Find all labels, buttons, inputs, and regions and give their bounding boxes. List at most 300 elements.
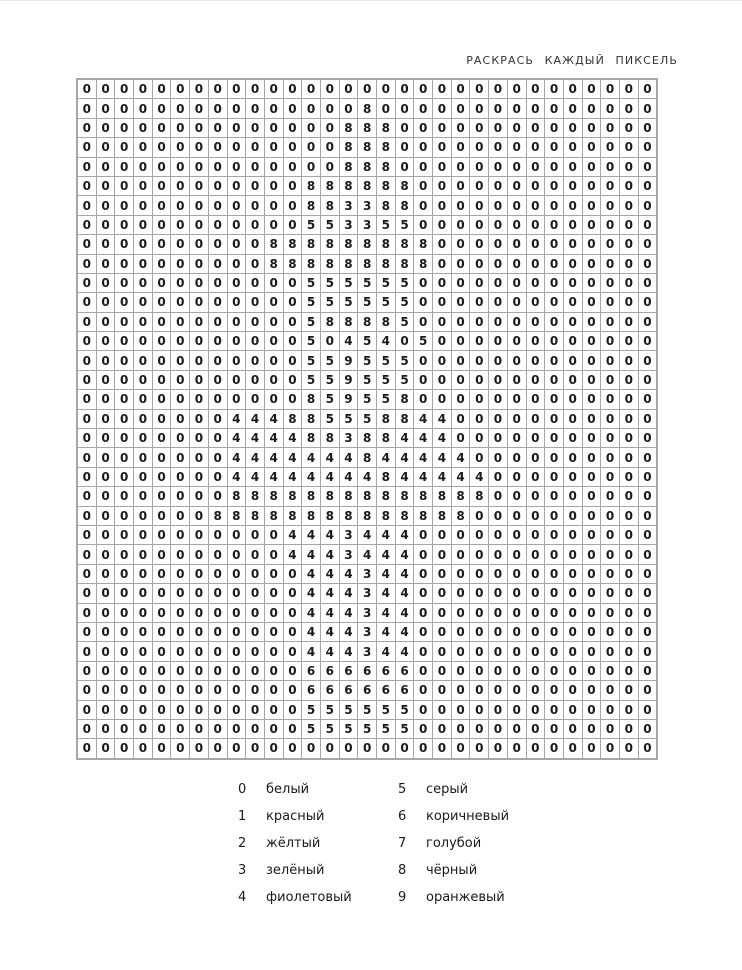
grid-cell[interactable]: 4 [320,564,339,583]
grid-cell[interactable]: 0 [638,564,657,583]
grid-cell[interactable]: 0 [246,603,265,622]
grid-cell[interactable]: 4 [283,545,302,564]
grid-cell[interactable]: 0 [395,118,414,137]
grid-cell[interactable]: 8 [227,487,246,506]
grid-cell[interactable]: 0 [134,293,153,312]
grid-cell[interactable]: 4 [246,467,265,486]
grid-cell[interactable]: 0 [283,370,302,389]
grid-cell[interactable]: 0 [563,739,582,758]
grid-cell[interactable]: 0 [264,584,283,603]
grid-cell[interactable]: 0 [190,467,209,486]
grid-cell[interactable]: 0 [470,196,489,215]
grid-cell[interactable]: 0 [96,332,115,351]
grid-cell[interactable]: 4 [358,467,377,486]
grid-cell[interactable]: 0 [414,681,433,700]
grid-cell[interactable]: 0 [470,370,489,389]
grid-cell[interactable]: 0 [507,138,526,157]
grid-cell[interactable]: 0 [96,254,115,273]
grid-cell[interactable]: 0 [451,332,470,351]
grid-cell[interactable]: 0 [601,719,620,738]
grid-cell[interactable]: 3 [339,196,358,215]
grid-cell[interactable]: 0 [619,293,638,312]
grid-cell[interactable]: 0 [152,467,171,486]
grid-cell[interactable]: 0 [489,235,508,254]
grid-cell[interactable]: 0 [470,390,489,409]
grid-cell[interactable]: 3 [339,525,358,544]
grid-cell[interactable]: 0 [395,80,414,99]
grid-cell[interactable]: 0 [171,642,190,661]
grid-cell[interactable]: 0 [152,622,171,641]
grid-cell[interactable]: 0 [320,138,339,157]
grid-cell[interactable]: 0 [96,293,115,312]
grid-cell[interactable]: 8 [395,254,414,273]
grid-cell[interactable]: 0 [414,196,433,215]
grid-cell[interactable]: 0 [246,332,265,351]
grid-cell[interactable]: 5 [320,293,339,312]
grid-cell[interactable]: 0 [134,254,153,273]
grid-cell[interactable]: 0 [619,390,638,409]
grid-cell[interactable]: 0 [96,99,115,118]
grid-cell[interactable]: 0 [171,661,190,680]
grid-cell[interactable]: 8 [414,506,433,525]
grid-cell[interactable]: 0 [545,564,564,583]
grid-cell[interactable]: 0 [78,254,97,273]
grid-cell[interactable]: 0 [582,235,601,254]
grid-cell[interactable]: 0 [320,99,339,118]
grid-cell[interactable]: 0 [283,157,302,176]
grid-cell[interactable]: 0 [414,564,433,583]
grid-cell[interactable]: 0 [638,681,657,700]
grid-cell[interactable]: 8 [246,506,265,525]
grid-cell[interactable]: 0 [638,157,657,176]
grid-cell[interactable]: 5 [320,409,339,428]
grid-cell[interactable]: 0 [470,429,489,448]
grid-cell[interactable]: 0 [152,215,171,234]
grid-cell[interactable]: 4 [377,448,396,467]
grid-cell[interactable]: 0 [619,545,638,564]
grid-cell[interactable]: 0 [115,157,134,176]
grid-cell[interactable]: 0 [601,564,620,583]
grid-cell[interactable]: 0 [433,661,452,680]
grid-cell[interactable]: 0 [96,525,115,544]
grid-cell[interactable]: 8 [302,235,321,254]
grid-cell[interactable]: 4 [395,448,414,467]
grid-cell[interactable]: 0 [619,739,638,758]
grid-cell[interactable]: 0 [582,603,601,622]
grid-cell[interactable]: 0 [526,719,545,738]
grid-cell[interactable]: 0 [227,235,246,254]
grid-cell[interactable]: 0 [171,254,190,273]
grid-cell[interactable]: 0 [208,700,227,719]
grid-cell[interactable]: 4 [395,429,414,448]
grid-cell[interactable]: 0 [545,312,564,331]
grid-cell[interactable]: 8 [320,429,339,448]
grid-cell[interactable]: 5 [302,332,321,351]
grid-cell[interactable]: 0 [152,370,171,389]
grid-cell[interactable]: 0 [601,138,620,157]
grid-cell[interactable]: 4 [302,603,321,622]
grid-cell[interactable]: 0 [526,622,545,641]
grid-cell[interactable]: 0 [526,525,545,544]
grid-cell[interactable]: 0 [246,351,265,370]
grid-cell[interactable]: 0 [190,525,209,544]
grid-cell[interactable]: 0 [563,138,582,157]
grid-cell[interactable]: 0 [264,564,283,583]
grid-cell[interactable]: 0 [489,273,508,292]
grid-cell[interactable]: 0 [451,215,470,234]
grid-cell[interactable]: 0 [115,545,134,564]
grid-cell[interactable]: 0 [78,525,97,544]
grid-cell[interactable]: 0 [507,700,526,719]
grid-cell[interactable]: 0 [601,584,620,603]
grid-cell[interactable]: 0 [507,429,526,448]
grid-cell[interactable]: 0 [489,370,508,389]
grid-cell[interactable]: 0 [302,118,321,137]
grid-cell[interactable]: 0 [526,661,545,680]
grid-cell[interactable]: 0 [601,467,620,486]
grid-cell[interactable]: 0 [563,118,582,137]
grid-cell[interactable]: 5 [377,719,396,738]
grid-cell[interactable]: 0 [190,545,209,564]
grid-cell[interactable]: 0 [563,719,582,738]
grid-cell[interactable]: 0 [601,196,620,215]
grid-cell[interactable]: 0 [152,351,171,370]
grid-cell[interactable]: 0 [638,487,657,506]
grid-cell[interactable]: 0 [563,157,582,176]
grid-cell[interactable]: 0 [470,99,489,118]
grid-cell[interactable]: 0 [545,603,564,622]
grid-cell[interactable]: 4 [302,525,321,544]
grid-cell[interactable]: 4 [264,467,283,486]
grid-cell[interactable]: 8 [283,409,302,428]
grid-cell[interactable]: 0 [619,312,638,331]
grid-cell[interactable]: 0 [134,429,153,448]
grid-cell[interactable]: 0 [619,99,638,118]
grid-cell[interactable]: 0 [283,622,302,641]
grid-cell[interactable]: 0 [433,642,452,661]
grid-cell[interactable]: 0 [246,661,265,680]
grid-cell[interactable]: 0 [78,603,97,622]
grid-cell[interactable]: 4 [451,467,470,486]
grid-cell[interactable]: 0 [115,293,134,312]
grid-cell[interactable]: 0 [134,235,153,254]
grid-cell[interactable]: 0 [526,351,545,370]
grid-cell[interactable]: 8 [339,176,358,195]
grid-cell[interactable]: 0 [96,390,115,409]
grid-cell[interactable]: 0 [601,390,620,409]
grid-cell[interactable]: 4 [414,409,433,428]
grid-cell[interactable]: 8 [377,467,396,486]
grid-cell[interactable]: 0 [115,448,134,467]
grid-cell[interactable]: 0 [507,196,526,215]
grid-cell[interactable]: 0 [115,176,134,195]
grid-cell[interactable]: 5 [320,370,339,389]
grid-cell[interactable]: 0 [246,642,265,661]
grid-cell[interactable]: 0 [414,370,433,389]
grid-cell[interactable]: 0 [395,99,414,118]
grid-cell[interactable]: 0 [433,99,452,118]
grid-cell[interactable]: 5 [320,215,339,234]
grid-cell[interactable]: 0 [171,196,190,215]
grid-cell[interactable]: 4 [395,642,414,661]
grid-cell[interactable]: 0 [395,157,414,176]
grid-cell[interactable]: 0 [227,157,246,176]
grid-cell[interactable]: 0 [563,254,582,273]
grid-cell[interactable]: 0 [96,448,115,467]
grid-cell[interactable]: 6 [377,681,396,700]
grid-cell[interactable]: 8 [339,506,358,525]
grid-cell[interactable]: 0 [96,138,115,157]
grid-cell[interactable]: 0 [190,157,209,176]
grid-cell[interactable]: 8 [395,196,414,215]
grid-cell[interactable]: 0 [489,215,508,234]
grid-cell[interactable]: 0 [78,176,97,195]
grid-cell[interactable]: 0 [414,80,433,99]
grid-cell[interactable]: 9 [339,390,358,409]
grid-cell[interactable]: 0 [208,487,227,506]
grid-cell[interactable]: 0 [208,429,227,448]
grid-cell[interactable]: 4 [227,467,246,486]
grid-cell[interactable]: 0 [545,157,564,176]
grid-cell[interactable]: 0 [433,273,452,292]
grid-cell[interactable]: 0 [451,390,470,409]
grid-cell[interactable]: 0 [526,448,545,467]
grid-cell[interactable]: 0 [152,429,171,448]
grid-cell[interactable]: 0 [134,448,153,467]
grid-cell[interactable]: 0 [208,351,227,370]
grid-cell[interactable]: 0 [208,254,227,273]
grid-cell[interactable]: 3 [358,215,377,234]
grid-cell[interactable]: 0 [208,719,227,738]
grid-cell[interactable]: 8 [377,176,396,195]
grid-cell[interactable]: 0 [171,370,190,389]
grid-cell[interactable]: 8 [302,429,321,448]
grid-cell[interactable]: 0 [190,506,209,525]
grid-cell[interactable]: 5 [377,215,396,234]
grid-cell[interactable]: 5 [339,293,358,312]
grid-cell[interactable]: 0 [507,176,526,195]
grid-cell[interactable]: 5 [302,273,321,292]
grid-cell[interactable]: 0 [619,409,638,428]
grid-cell[interactable]: 0 [320,332,339,351]
grid-cell[interactable]: 0 [507,564,526,583]
grid-cell[interactable]: 0 [470,506,489,525]
grid-cell[interactable]: 0 [414,545,433,564]
grid-cell[interactable]: 4 [246,409,265,428]
grid-cell[interactable]: 0 [171,176,190,195]
grid-cell[interactable]: 0 [190,215,209,234]
grid-cell[interactable]: 0 [563,564,582,583]
grid-cell[interactable]: 0 [451,603,470,622]
grid-cell[interactable]: 0 [78,429,97,448]
grid-cell[interactable]: 5 [395,312,414,331]
grid-cell[interactable]: 0 [227,273,246,292]
grid-cell[interactable]: 0 [545,467,564,486]
grid-cell[interactable]: 4 [283,467,302,486]
grid-cell[interactable]: 0 [563,390,582,409]
grid-cell[interactable]: 6 [358,681,377,700]
grid-cell[interactable]: 8 [302,390,321,409]
grid-cell[interactable]: 0 [283,390,302,409]
grid-cell[interactable]: 0 [563,467,582,486]
grid-cell[interactable]: 0 [134,719,153,738]
grid-cell[interactable]: 5 [395,351,414,370]
grid-cell[interactable]: 0 [619,584,638,603]
grid-cell[interactable]: 0 [134,506,153,525]
grid-cell[interactable]: 0 [433,700,452,719]
grid-cell[interactable]: 0 [134,138,153,157]
grid-cell[interactable]: 0 [283,661,302,680]
grid-cell[interactable]: 0 [545,409,564,428]
grid-cell[interactable]: 0 [208,176,227,195]
grid-cell[interactable]: 0 [78,138,97,157]
grid-cell[interactable]: 8 [302,176,321,195]
grid-cell[interactable]: 0 [582,99,601,118]
grid-cell[interactable]: 0 [601,700,620,719]
grid-cell[interactable]: 0 [134,661,153,680]
grid-cell[interactable]: 0 [619,467,638,486]
grid-cell[interactable]: 0 [264,603,283,622]
grid-cell[interactable]: 0 [246,293,265,312]
grid-cell[interactable]: 0 [115,525,134,544]
grid-cell[interactable]: 0 [208,564,227,583]
grid-cell[interactable]: 0 [227,312,246,331]
grid-cell[interactable]: 0 [526,254,545,273]
grid-cell[interactable]: 0 [489,409,508,428]
grid-cell[interactable]: 8 [395,176,414,195]
grid-cell[interactable]: 8 [377,254,396,273]
grid-cell[interactable]: 0 [152,739,171,758]
grid-cell[interactable]: 8 [358,235,377,254]
grid-cell[interactable]: 0 [582,661,601,680]
grid-cell[interactable]: 0 [190,196,209,215]
grid-cell[interactable]: 0 [451,661,470,680]
grid-cell[interactable]: 0 [96,700,115,719]
grid-cell[interactable]: 0 [152,157,171,176]
grid-cell[interactable]: 3 [358,603,377,622]
grid-cell[interactable]: 4 [339,642,358,661]
grid-cell[interactable]: 0 [451,584,470,603]
grid-cell[interactable]: 0 [470,525,489,544]
grid-cell[interactable]: 0 [563,293,582,312]
grid-cell[interactable]: 8 [320,506,339,525]
grid-cell[interactable]: 0 [171,739,190,758]
grid-cell[interactable]: 0 [190,390,209,409]
grid-cell[interactable]: 0 [115,584,134,603]
grid-cell[interactable]: 0 [190,254,209,273]
grid-cell[interactable]: 0 [507,215,526,234]
grid-cell[interactable]: 8 [451,506,470,525]
grid-cell[interactable]: 4 [246,429,265,448]
grid-cell[interactable]: 0 [489,487,508,506]
grid-cell[interactable]: 8 [302,506,321,525]
grid-cell[interactable]: 0 [601,622,620,641]
grid-cell[interactable]: 0 [134,409,153,428]
grid-cell[interactable]: 0 [152,525,171,544]
grid-cell[interactable]: 0 [489,681,508,700]
grid-cell[interactable]: 0 [526,235,545,254]
grid-cell[interactable]: 0 [638,176,657,195]
grid-cell[interactable]: 6 [302,681,321,700]
grid-cell[interactable]: 0 [563,409,582,428]
grid-cell[interactable]: 0 [152,80,171,99]
grid-cell[interactable]: 0 [134,642,153,661]
grid-cell[interactable]: 0 [134,739,153,758]
grid-cell[interactable]: 8 [246,487,265,506]
grid-cell[interactable]: 0 [134,196,153,215]
grid-cell[interactable]: 8 [451,487,470,506]
grid-cell[interactable]: 0 [638,429,657,448]
grid-cell[interactable]: 0 [582,312,601,331]
grid-cell[interactable]: 0 [563,312,582,331]
grid-cell[interactable]: 0 [526,487,545,506]
grid-cell[interactable]: 8 [377,138,396,157]
grid-cell[interactable]: 0 [601,681,620,700]
grid-cell[interactable]: 0 [227,390,246,409]
grid-cell[interactable]: 0 [78,293,97,312]
grid-cell[interactable]: 0 [115,700,134,719]
grid-cell[interactable]: 8 [377,506,396,525]
grid-cell[interactable]: 0 [208,332,227,351]
grid-cell[interactable]: 0 [414,584,433,603]
grid-cell[interactable]: 0 [78,332,97,351]
grid-cell[interactable]: 0 [526,157,545,176]
grid-cell[interactable]: 0 [507,312,526,331]
grid-cell[interactable]: 0 [264,176,283,195]
grid-cell[interactable]: 0 [115,487,134,506]
grid-cell[interactable]: 0 [619,700,638,719]
grid-cell[interactable]: 0 [358,80,377,99]
grid-cell[interactable]: 8 [358,429,377,448]
grid-cell[interactable]: 0 [638,215,657,234]
grid-cell[interactable]: 0 [470,409,489,428]
grid-cell[interactable]: 0 [451,176,470,195]
grid-cell[interactable]: 0 [619,506,638,525]
grid-cell[interactable]: 0 [78,700,97,719]
grid-cell[interactable]: 0 [563,80,582,99]
grid-cell[interactable]: 8 [358,254,377,273]
grid-cell[interactable]: 0 [190,584,209,603]
grid-cell[interactable]: 0 [545,642,564,661]
grid-cell[interactable]: 0 [489,603,508,622]
grid-cell[interactable]: 0 [638,118,657,137]
grid-cell[interactable]: 0 [96,312,115,331]
grid-cell[interactable]: 0 [78,312,97,331]
grid-cell[interactable]: 0 [619,448,638,467]
grid-cell[interactable]: 0 [320,739,339,758]
grid-cell[interactable]: 0 [190,332,209,351]
grid-cell[interactable]: 0 [582,487,601,506]
grid-cell[interactable]: 0 [526,409,545,428]
grid-cell[interactable]: 0 [283,584,302,603]
grid-cell[interactable]: 0 [545,235,564,254]
grid-cell[interactable]: 0 [601,545,620,564]
grid-cell[interactable]: 0 [190,719,209,738]
grid-cell[interactable]: 0 [96,545,115,564]
grid-cell[interactable]: 0 [208,642,227,661]
grid-cell[interactable]: 0 [171,390,190,409]
grid-cell[interactable]: 0 [227,584,246,603]
grid-cell[interactable]: 0 [489,118,508,137]
grid-cell[interactable]: 0 [507,584,526,603]
grid-cell[interactable]: 8 [395,409,414,428]
grid-cell[interactable]: 0 [507,390,526,409]
grid-cell[interactable]: 0 [601,215,620,234]
grid-cell[interactable]: 0 [152,681,171,700]
grid-cell[interactable]: 0 [638,622,657,641]
grid-cell[interactable]: 0 [433,254,452,273]
grid-cell[interactable]: 0 [582,525,601,544]
